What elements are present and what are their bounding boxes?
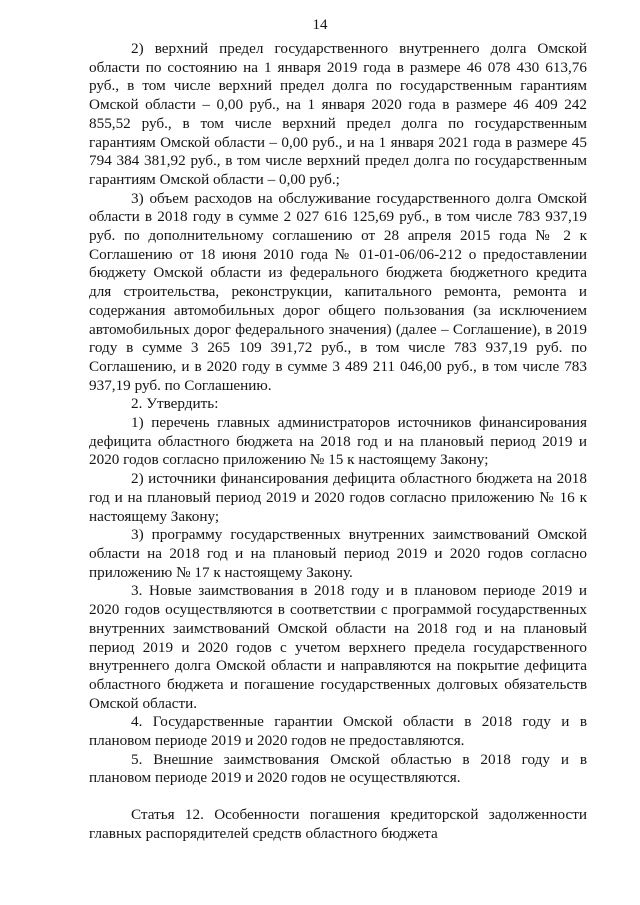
- paragraph-state-guarantees: 4. Государственные гарантии Омской области в 2018 году и в плановом периоде 2019 и 2020 годов не предоставляются.: [89, 713, 587, 750]
- paragraph-debt-limit: 2) верхний предел государственного внутреннего долга Омской области по состоянию на 1 января 2019 года в размере 46 078 430 613,76 руб., в том числе верхний предел долга по государственным гарантиям Омской области – 0,00 руб., на 1 января 2020 года в размере 46 409 242 855,52 руб., в том числе верхний предел долга по государственным гарантиям Омской области – 0,00 руб., и на 1 января 2021 года в размере 45 794 384 381,92 руб., в том числе верхний предел долга по государственным гарантиям Омской области – 0,00 руб.;: [89, 40, 587, 188]
- paragraph-external-borrowings: 5. Внешние заимствования Омской областью в 2018 году и в плановом периоде 2019 и 2020 годов не осуществляются.: [89, 750, 587, 787]
- paragraph-borrowing-program: 3) программу государственных внутренних заимствований Омской области на 2018 год и на плановый период 2019 и 2020 годов согласно приложению № 17 к настоящему Закону.: [89, 526, 587, 581]
- paragraph-administrators-list: 1) перечень главных администраторов источников финансирования дефицита областного бюджета на 2018 год и на плановый период 2019 и 2020 годов согласно приложению № 15 к настоящему Закону;: [89, 414, 587, 469]
- page-number: 14: [312, 17, 328, 33]
- paragraph-debt-service-expenses: 3) объем расходов на обслуживание государственного долга Омской области в 2018 году в сумме 2 027 616 125,69 руб., в том числе 783 937,19 руб. по дополнительному соглашению от 28 апреля 2015 года № 2 к Соглашению от 18 июня 2010 года № 01-01-06/06-212 о предоставлении бюджету Омской области из федерального бюджета бюджетного кредита для строительства, реконструкции, капитального ремонта, ремонта и содержания автомобильных дорог общего пользования (за исключением автомобильных дорог федерального значения) (далее – Соглашение), в 2019 году в сумме 3 265 109 391,72 руб., в том числе 783 937,19 руб. по Соглашению, и в 2020 году в сумме 3 489 211 046,00 руб., в том числе 783 937,19 руб. по Соглашению.: [89, 189, 587, 394]
- document-body: [89, 40, 587, 844]
- paragraph-approve-heading: 2. Утвердить:: [131, 395, 219, 413]
- paragraph-new-borrowings: 3. Новые заимствования в 2018 году и в плановом периоде 2019 и 2020 годов осуществляются в соответствии с программой государственных внутренних заимствований Омской области на 2018 год и на плановый период 2019 и 2020 годов с учетом верхнего предела государственного внутреннего долга Омской области и направляются на покрытие дефицита областного бюджета и погашение государственных долговых обязательств Омской области.: [89, 582, 587, 712]
- article-title: Статья 12. Особенности погашения кредиторской задолженности главных распорядителей средств областного бюджета: [89, 806, 587, 842]
- paragraph-deficit-sources: 2) источники финансирования дефицита областного бюджета на 2018 год и на плановый период 2019 и 2020 годов согласно приложению № 16 к настоящему Закону;: [89, 470, 587, 525]
